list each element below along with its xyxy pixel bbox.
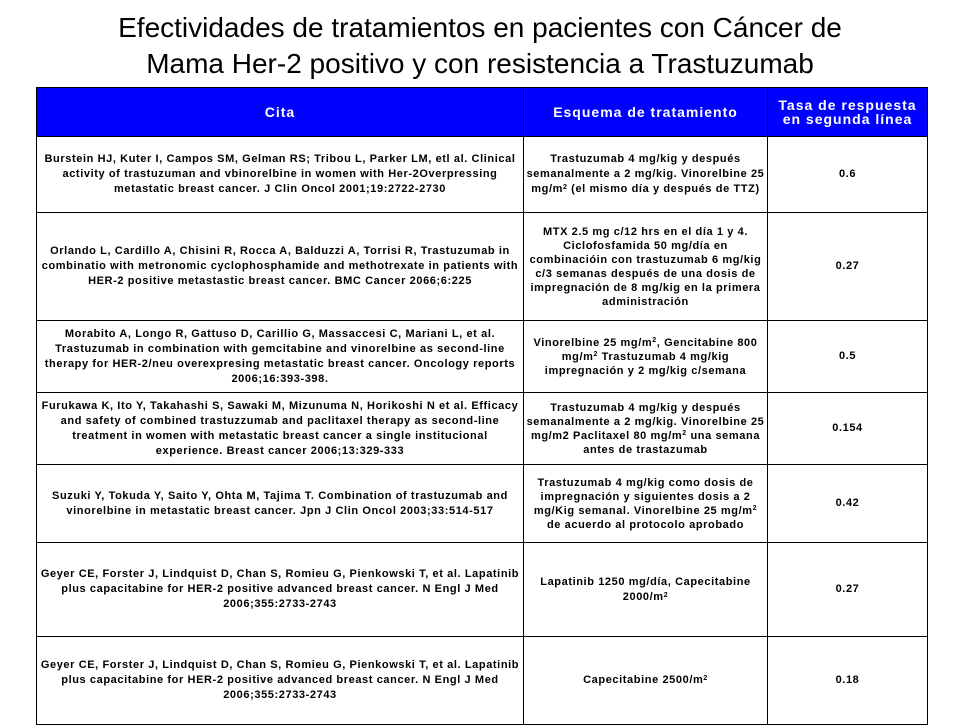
- esquema-cell: [524, 543, 768, 637]
- esquema-text: de acuerdo al protocolo aprobado: [546, 518, 745, 531]
- superscript: 2: [752, 504, 758, 512]
- esquema-text: MTX 2.5 mg c/12 hrs en el día 1 y 4. Ciclofosfamida 50 mg/día en combinacióin con trastuzumab 6 mg/kig c/3 semanas después de una dosis de impregnación de 8 mg/kig en la primera administración: [529, 225, 762, 308]
- esquema-text: Trastuzumab 4 mg/kig y después semanalmente a 2 mg/kig. Vinorelbine 25 mg/m2 Paclitaxel 80 mg/m: [526, 401, 765, 442]
- slide-title-line-1: Efectividades de tratamientos en pacientes con Cáncer de: [118, 12, 842, 43]
- treatments-table: [36, 87, 928, 725]
- header-esquema: Esquema de tratamiento: [524, 88, 768, 137]
- esquema-text: , Gencitabine 800 mg/m: [561, 336, 758, 363]
- table-row: [37, 543, 928, 637]
- table-row: [37, 637, 928, 725]
- cita-cell: Morabito A, Longo R, Gattuso D, Carillio G, Massaccesi C, Mariani L, et al. Trastuzumab in combination with gemcitabine and vinorelbine as second-line therapy for HER-2/neu overexpresing metastatic breast cancer. Oncology reports 2006;16:393-398.: [37, 321, 524, 393]
- slide-title-line-2: Mama Her-2 positivo y con resistencia a Trastuzumab: [146, 48, 814, 79]
- table-header-row: [37, 88, 928, 137]
- cita-cell: Geyer CE, Forster J, Lindquist D, Chan S, Romieu G, Pienkowski T, et al. Lapatinib plus capacitabine for HER-2 positive advanced breast cancer. N Engl J Med 2006;355:2733-2743: [37, 637, 524, 725]
- superscript: 2: [703, 675, 708, 682]
- esquema-cell: [524, 465, 768, 543]
- tasa-cell: 0.154: [768, 393, 928, 465]
- esquema-text: Vinorelbine 25 mg/m: [533, 336, 653, 349]
- cita-cell: Geyer CE, Forster J, Lindquist D, Chan S, Romieu G, Pienkowski T, et al. Lapatinib plus capacitabine for HER-2 positive advanced breast cancer. N Engl J Med 2006;355:2733-2743: [37, 543, 524, 637]
- header-tasa: Tasa de respuesta en segunda línea: [768, 88, 928, 137]
- esquema-cell: [524, 393, 768, 465]
- tasa-cell: 0.27: [768, 543, 928, 637]
- esquema-cell: [524, 637, 768, 725]
- table-row: [37, 321, 928, 393]
- cita-cell: Orlando L, Cardillo A, Chisini R, Rocca A, Balduzzi A, Torrisi R, Trastuzumab in combinatio with metronomic cyclophosphamide and methotrexate in patients with HER-2 positive metastastic breast cancer. BMC Cancer 2066;6:225: [37, 213, 524, 321]
- esquema-text: (el mismo día y después de TTZ): [567, 183, 760, 195]
- cita-cell: Suzuki Y, Tokuda Y, Saito Y, Ohta M, Tajima T. Combination of trastuzumab and vinorelbine in metastatic breast cancer. Jpn J Clin Oncol 2003;33:514-517: [37, 465, 524, 543]
- superscript: 2: [682, 429, 687, 437]
- tasa-cell: 0.27: [768, 213, 928, 321]
- superscript: 2: [593, 350, 599, 358]
- superscript: 2: [563, 184, 568, 191]
- slide-title: [0, 10, 960, 82]
- esquema-text: una semana antes de trastazumab: [583, 429, 761, 456]
- esquema-text: Lapatinib 1250 mg/día, Capecitabine 2000/m: [540, 575, 751, 603]
- tasa-cell: 0.5: [768, 321, 928, 393]
- superscript: 2: [652, 336, 657, 344]
- table-row: [37, 393, 928, 465]
- esquema-text: Trastuzumab 4 mg/kig y después semanalmente a 2 mg/kig. Vinorelbine 25 mg/m: [526, 153, 765, 195]
- header-cita: Cita: [37, 88, 524, 137]
- tasa-cell: 0.6: [768, 137, 928, 213]
- esquema-text: Trastuzumab 4 mg/kig impregnación y 2 mg/kig c/semana: [544, 350, 747, 377]
- esquema-cell: [524, 321, 768, 393]
- cita-cell: Furukawa K, Ito Y, Takahashi S, Sawaki M, Mizunuma N, Horikoshi N et al. Efficacy and safety of combined trastuzzumab and paclitaxel therapy as second-line treatment in women with metastatic breast cancer a single institucional experience. Breast cancer 2006;13:329-333: [37, 393, 524, 465]
- tasa-cell: 0.18: [768, 637, 928, 725]
- superscript: 2: [663, 591, 669, 599]
- table-row: [37, 213, 928, 321]
- esquema-text: Capecitabine 2500/m: [583, 674, 704, 686]
- cita-cell: Burstein HJ, Kuter I, Campos SM, Gelman RS; Tribou L, Parker LM, etl al. Clinical activity of trastuzuman and vbinorelbine in women with Her-2Overpressing metastatic breast cancer. J Clin Oncol 2001;19:2722-2730: [37, 137, 524, 213]
- tasa-cell: 0.42: [768, 465, 928, 543]
- esquema-cell: [524, 137, 768, 213]
- table-row: [37, 137, 928, 213]
- esquema-text: Trastuzumab 4 mg/kig como dosis de impregnación y siguientes dosis a 2 mg/Kig semanal. Vinorelbine 25 mg/m: [533, 476, 754, 517]
- table-row: [37, 465, 928, 543]
- esquema-cell: [524, 213, 768, 321]
